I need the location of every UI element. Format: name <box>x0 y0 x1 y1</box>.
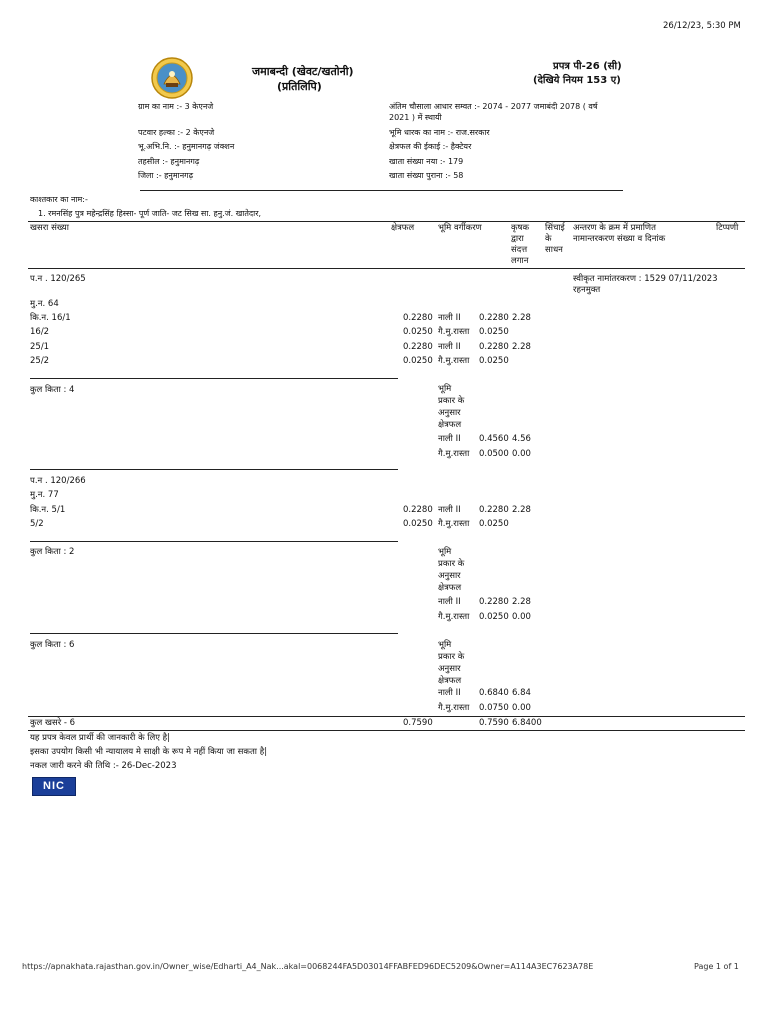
grand-total-bottom-rule <box>28 730 745 731</box>
document-subtitle: (प्रतिलिपि) <box>277 80 322 93</box>
cultivator-label: काश्तकार का नाम:- <box>30 195 88 204</box>
samvat-line-2: 2021 ) में स्थायी <box>389 113 442 122</box>
section-divider <box>30 378 398 379</box>
tehsil-name: तहसील :- हनुमानगढ़ <box>138 157 200 166</box>
form-number: प्रपत्र पी-26 (सी) <box>553 61 622 72</box>
print-datetime: 26/12/23, 5:30 PM <box>663 21 741 31</box>
land-record-office: भू.अभि.नि. :- हनुमानगढ़ जंक्शन <box>138 142 235 151</box>
header-antaran: अन्तरण के क्रम में प्रमाणित नामान्तरकरण संख्या व दिनांक <box>573 223 666 244</box>
print-url[interactable]: https://apnakhata.rajasthan.gov.in/Owner_wise/Edharti_A4_Nak...akal=0068244FA5D03014FFABFED96DEC5209&Owner=A114A3EC7623A78E <box>22 962 594 971</box>
total-kita-1: कुल किता : 4 <box>30 385 75 395</box>
khata-new: खाता संख्या नया :- 179 <box>389 157 464 166</box>
village-name: ग्राम का नाम :- 3 केएनजे <box>138 102 214 111</box>
header-krishak: कृषक द्वारा संदत्त लगान <box>511 223 529 266</box>
grand-total-top-rule <box>28 716 745 717</box>
header-sinchai: सिंचाई के साधन <box>545 223 565 255</box>
header-remarks: टिप्पणी <box>716 223 739 233</box>
parcel-number-1: प.न . 120/265 <box>30 274 86 284</box>
parcel-number-2: प.न . 120/266 <box>30 476 86 486</box>
mutation-number-2: मु.न. 77 <box>30 490 59 500</box>
footer-note-info: यह प्रपत्र केवल प्रार्थी की जानकारी के लिए है| <box>30 733 171 743</box>
header-area: क्षेत्रफल <box>391 223 415 233</box>
info-divider <box>140 190 623 191</box>
header-classification: भूमि वर्गीकरण <box>438 223 482 233</box>
samvat-line-1: अंतिम चौसाला आधार सम्वत :- 2074 - 2077 जमाबंदी 2078 ( वर्ष <box>389 102 598 111</box>
grand-total-cls-area: 0.7590 <box>479 718 509 728</box>
footer-note-legal: इसका उपयोग किसी भी न्यायालय मे साक्षी के रूप मे नहीं किया जा सकता है| <box>30 747 268 757</box>
table-top-rule <box>28 221 745 222</box>
grand-total-label: कुल खसरे - 6 <box>30 718 76 728</box>
section-divider <box>30 633 398 634</box>
rajasthan-emblem-icon <box>151 57 193 99</box>
summary-label-3: भूमि प्रकार के अनुसार क्षेत्रफल <box>438 640 465 686</box>
header-khasra: खसरा संख्या <box>30 223 69 233</box>
district-name: जिला :- हनुमानगढ़ <box>138 171 194 180</box>
issue-date: नकल जारी करने की तिथि :- 26-Dec-2023 <box>30 761 177 771</box>
cultivator-name: 1. रमनसिंह पुत्र महेन्द्रसिंह हिस्सा- पूर्ण जाति- जट सिख सा. हनु.जं. खातेदार, <box>38 209 262 218</box>
header-bottom-rule <box>28 268 745 269</box>
nic-logo: NIC <box>32 777 76 796</box>
holder-name: भूमि धारक का नाम :- राज.सरकार <box>389 128 490 137</box>
document-title: जमाबन्दी (खेवट/खतोनी) <box>252 65 354 78</box>
total-kita-2: कुल किता : 2 <box>30 547 75 557</box>
summary-label-1: भूमि प्रकार के अनुसार क्षेत्रफल <box>438 384 465 430</box>
section-divider <box>30 469 398 470</box>
area-unit: क्षेत्रफल की ईकाई :- हैक्टेयर <box>389 142 472 151</box>
mutation-number-1: मु.न. 64 <box>30 299 59 309</box>
section-divider <box>30 541 398 542</box>
khata-old: खाता संख्या पुराना :- 58 <box>389 171 464 180</box>
summary-label-2: भूमि प्रकार के अनुसार क्षेत्रफल <box>438 547 465 593</box>
grand-total-area: 0.7590 <box>403 718 433 728</box>
total-kita-3: कुल किता : 6 <box>30 640 75 650</box>
patwar-halka: पटवार हल्का :- 2 केएनजे <box>138 128 215 137</box>
grand-total-lagan: 6.8400 <box>512 718 542 728</box>
mutation-entry: स्वीकृत नामांतरकरण : 1529 07/11/2023 रहनमुक्त <box>573 274 718 295</box>
print-page-number: Page 1 of 1 <box>694 962 739 971</box>
rule-reference: (देखिये नियम 153 ए) <box>533 75 621 86</box>
